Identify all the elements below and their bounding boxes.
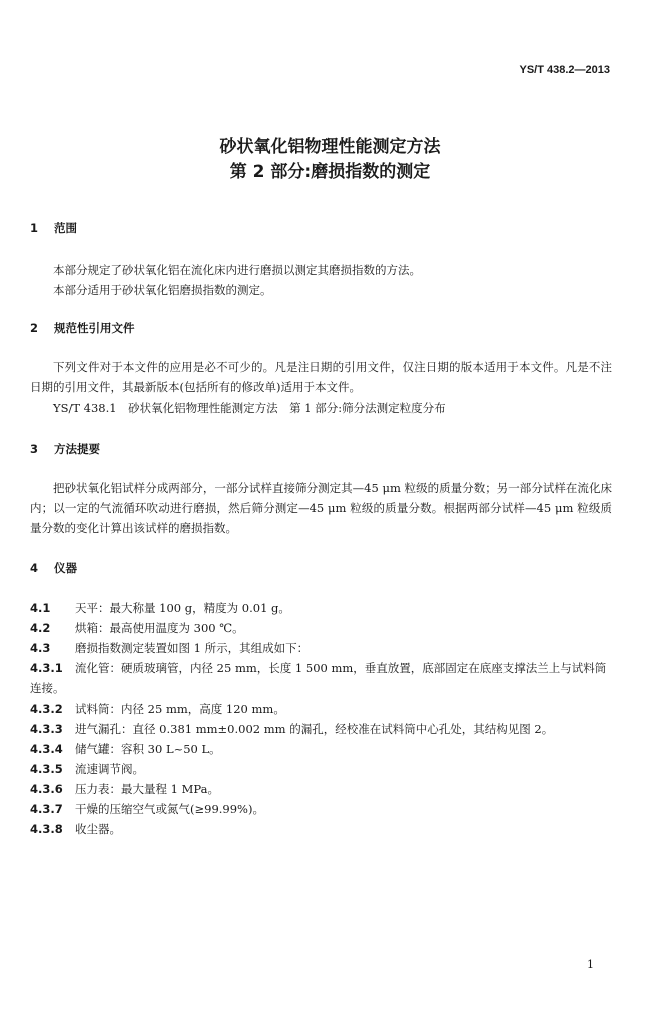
section-1-paragraph-1: 本部分规定了砂状氧化铝在流化床内进行磨损以测定其磨损指数的方法。 xyxy=(53,263,421,277)
item-text: 压力表：最大量程 1 MPa。 xyxy=(75,782,219,796)
item-number: 4.3.1 xyxy=(30,661,63,675)
instrument-item xyxy=(30,618,612,638)
section-number: 2 xyxy=(30,321,39,335)
instrument-item xyxy=(30,759,612,779)
section-number: 1 xyxy=(30,221,39,235)
section-title: 方法提要 xyxy=(54,442,101,456)
section-3-paragraph: 把砂状氧化铝试样分成两部分，一部分试样直接筛分测定其—45 μm 粒级的质量分数；另一部分试样在流化床内；以一定的气流循环吹动进行磨损，然后筛分测定—45 μm 粒级的质量分数。根据两部分试样—45 μm 粒级质量分数的变化计算出该试样的磨损指数。 xyxy=(30,481,612,535)
item-text: 储气罐：容积 30 L~50 L。 xyxy=(75,742,221,756)
section-1-heading xyxy=(30,220,77,236)
section-3-heading xyxy=(30,441,100,457)
instrument-item xyxy=(30,598,612,618)
item-text: 进气漏孔：直径 0.381 mm±0.002 mm 的漏孔，经校准在试料筒中心孔处，其结构见图 2。 xyxy=(75,722,554,736)
item-text: 流化管：硬质玻璃管，内径 25 mm，长度 1 500 mm，垂直放置，底部固定在底座支撑法兰上与试料筒连接。 xyxy=(30,661,607,695)
section-2-paragraph: 下列文件对于本文件的应用是必不可少的。凡是注日期的引用文件，仅注日期的版本适用于本文件。凡是不注日期的引用文件，其最新版本(包括所有的修改单)适用于本文件。 xyxy=(30,360,612,394)
section-title: 范围 xyxy=(54,221,78,235)
item-number: 4.3.2 xyxy=(30,702,63,716)
section-2-heading xyxy=(30,320,135,336)
item-number: 4.3 xyxy=(30,641,51,655)
section-number: 4 xyxy=(30,561,39,575)
item-text: 烘箱：最高使用温度为 300 ℃。 xyxy=(75,621,244,635)
item-text: 干燥的压缩空气或氮气(≥99.99%)。 xyxy=(75,802,264,816)
document-title-line2: 第 2 部分:磨损指数的测定 xyxy=(229,162,431,182)
standard-code: YS/T 438.2—2013 xyxy=(519,64,610,76)
item-number: 4.3.3 xyxy=(30,722,63,736)
section-title: 规范性引用文件 xyxy=(54,321,135,335)
instrument-item xyxy=(30,779,612,799)
instrument-item xyxy=(30,819,612,839)
normative-reference: YS/T 438.1 砂状氧化铝物理性能测定方法 第 1 部分:筛分法测定粒度分布 xyxy=(53,401,446,415)
item-number: 4.3.8 xyxy=(30,822,63,836)
page-number: 1 xyxy=(587,958,594,971)
section-4-heading xyxy=(30,560,77,576)
item-number: 4.3.5 xyxy=(30,762,63,776)
item-number: 4.3.4 xyxy=(30,742,63,756)
instrument-item xyxy=(30,739,612,759)
item-text: 流速调节阀。 xyxy=(75,762,144,776)
item-number: 4.3.7 xyxy=(30,802,63,816)
item-number: 4.2 xyxy=(30,621,51,635)
section-1-paragraph-2: 本部分适用于砂状氧化铝磨损指数的测定。 xyxy=(53,283,272,297)
item-number: 4.3.6 xyxy=(30,782,63,796)
section-title: 仪器 xyxy=(54,561,78,575)
instrument-item xyxy=(30,799,612,819)
instrument-item xyxy=(30,658,612,698)
instrument-item xyxy=(30,699,612,719)
item-text: 磨损指数测定装置如图 1 所示，其组成如下： xyxy=(75,641,309,655)
instrument-item xyxy=(30,719,612,739)
document-title-line1: 砂状氧化铝物理性能测定方法 xyxy=(219,137,441,157)
item-text: 试料筒：内径 25 mm，高度 120 mm。 xyxy=(75,702,285,716)
instrument-item xyxy=(30,638,612,658)
section-number: 3 xyxy=(30,442,39,456)
item-text: 天平：最大称量 100 g，精度为 0.01 g。 xyxy=(75,601,290,615)
item-text: 收尘器。 xyxy=(75,822,121,836)
item-number: 4.1 xyxy=(30,601,51,615)
